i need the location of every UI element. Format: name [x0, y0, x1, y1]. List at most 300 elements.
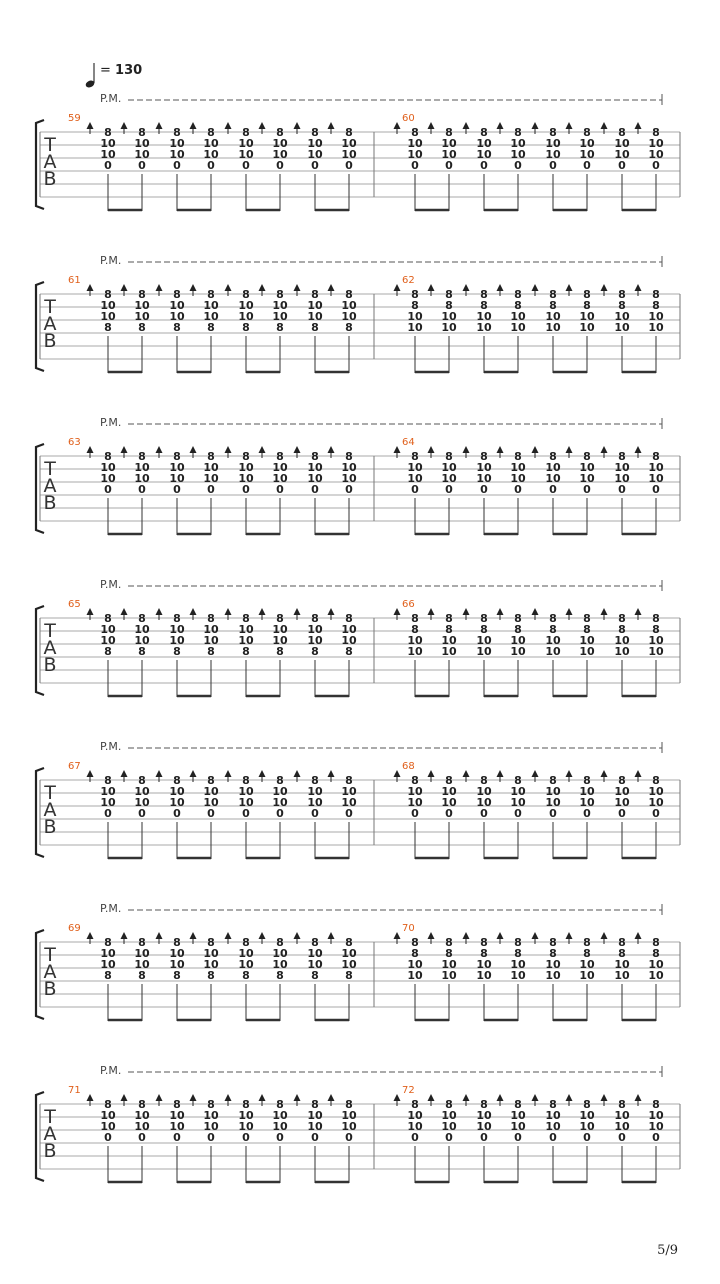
- fret-number: 10: [545, 634, 561, 647]
- fret-number: 10: [648, 785, 664, 798]
- fret-number: 10: [203, 1120, 219, 1133]
- fret-number: 10: [579, 796, 595, 809]
- upstroke-arrow-icon: [601, 1094, 608, 1101]
- fret-number: 8: [652, 126, 660, 139]
- fret-number: 8: [138, 321, 146, 334]
- fret-number: 10: [648, 1120, 664, 1133]
- upstroke-arrow-icon: [635, 770, 642, 777]
- upstroke-arrow-icon: [601, 284, 608, 291]
- fret-number: 0: [445, 483, 453, 496]
- fret-number: 10: [510, 310, 526, 323]
- measure-number: 64: [402, 437, 415, 448]
- tab-clef-letter: A: [43, 637, 57, 659]
- fret-number: 0: [276, 159, 284, 172]
- fret-number: 10: [169, 1120, 185, 1133]
- fret-number: 8: [345, 450, 353, 463]
- fret-number: 10: [441, 148, 457, 161]
- fret-number: 0: [480, 159, 488, 172]
- fret-number: 8: [311, 321, 319, 334]
- fret-number: 8: [411, 623, 419, 636]
- fret-number: 10: [510, 137, 526, 150]
- fret-number: 10: [510, 472, 526, 485]
- fret-number: 8: [618, 774, 626, 787]
- fret-number: 10: [341, 148, 357, 161]
- fret-number: 10: [100, 623, 116, 636]
- upstroke-arrow-icon: [497, 1094, 504, 1101]
- fret-number: 8: [411, 450, 419, 463]
- fret-number: 10: [614, 137, 630, 150]
- upstroke-arrow-icon: [87, 608, 94, 615]
- upstroke-arrow-icon: [225, 770, 232, 777]
- upstroke-arrow-icon: [328, 932, 335, 939]
- fret-number: 10: [169, 623, 185, 636]
- fret-number: 10: [341, 958, 357, 971]
- upstroke-arrow-icon: [121, 1094, 128, 1101]
- fret-number: 10: [169, 310, 185, 323]
- fret-number: 10: [307, 1120, 323, 1133]
- fret-number: 10: [169, 472, 185, 485]
- fret-number: 8: [411, 126, 419, 139]
- fret-number: 10: [614, 958, 630, 971]
- fret-number: 0: [138, 807, 146, 820]
- fret-number: 8: [480, 623, 488, 636]
- upstroke-arrow-icon: [121, 284, 128, 291]
- fret-number: 10: [545, 796, 561, 809]
- upstroke-arrow-icon: [225, 284, 232, 291]
- fret-number: 10: [238, 634, 254, 647]
- fret-number: 10: [134, 472, 150, 485]
- upstroke-arrow-icon: [294, 932, 301, 939]
- fret-number: 8: [207, 645, 215, 658]
- fret-number: 10: [407, 472, 423, 485]
- fret-number: 8: [583, 612, 591, 625]
- fret-number: 8: [138, 288, 146, 301]
- fret-number: 10: [510, 796, 526, 809]
- fret-number: 0: [345, 807, 353, 820]
- fret-number: 10: [134, 947, 150, 960]
- fret-number: 10: [134, 623, 150, 636]
- fret-number: 8: [104, 288, 112, 301]
- upstroke-arrow-icon: [463, 284, 470, 291]
- fret-number: 10: [614, 1109, 630, 1122]
- fret-number: 0: [276, 807, 284, 820]
- fret-number: 8: [549, 623, 557, 636]
- upstroke-arrow-icon: [532, 284, 539, 291]
- fret-number: 10: [648, 310, 664, 323]
- fret-number: 0: [311, 159, 319, 172]
- upstroke-arrow-icon: [121, 770, 128, 777]
- upstroke-arrow-icon: [294, 122, 301, 129]
- fret-number: 8: [549, 947, 557, 960]
- fret-number: 8: [345, 288, 353, 301]
- upstroke-arrow-icon: [190, 770, 197, 777]
- fret-number: 8: [652, 774, 660, 787]
- fret-number: 10: [441, 634, 457, 647]
- upstroke-arrow-icon: [635, 122, 642, 129]
- fret-number: 10: [614, 634, 630, 647]
- upstroke-arrow-icon: [601, 122, 608, 129]
- upstroke-arrow-icon: [635, 608, 642, 615]
- fret-number: 10: [272, 947, 288, 960]
- upstroke-arrow-icon: [190, 1094, 197, 1101]
- fret-number: 8: [242, 936, 250, 949]
- upstroke-arrow-icon: [428, 932, 435, 939]
- fret-number: 10: [100, 1109, 116, 1122]
- fret-number: 10: [272, 148, 288, 161]
- fret-number: 10: [407, 1109, 423, 1122]
- fret-number: 8: [311, 936, 319, 949]
- fret-number: 8: [173, 969, 181, 982]
- tempo-value: 130: [115, 63, 143, 78]
- fret-number: 10: [441, 645, 457, 658]
- fret-number: 8: [104, 450, 112, 463]
- fret-number: 10: [614, 1120, 630, 1133]
- fret-number: 8: [276, 1098, 284, 1111]
- upstroke-arrow-icon: [225, 446, 232, 453]
- fret-number: 8: [445, 947, 453, 960]
- fret-number: 10: [307, 785, 323, 798]
- fret-number: 10: [648, 472, 664, 485]
- upstroke-arrow-icon: [121, 608, 128, 615]
- upstroke-arrow-icon: [259, 1094, 266, 1101]
- fret-number: 0: [652, 483, 660, 496]
- upstroke-arrow-icon: [497, 608, 504, 615]
- fret-number: 10: [169, 958, 185, 971]
- fret-number: 10: [307, 958, 323, 971]
- fret-number: 8: [618, 299, 626, 312]
- fret-number: 8: [173, 288, 181, 301]
- upstroke-arrow-icon: [156, 122, 163, 129]
- fret-number: 10: [510, 461, 526, 474]
- fret-number: 8: [311, 774, 319, 787]
- fret-number: 0: [618, 483, 626, 496]
- fret-number: 0: [207, 807, 215, 820]
- upstroke-arrow-icon: [601, 608, 608, 615]
- fret-number: 8: [583, 947, 591, 960]
- fret-number: 10: [203, 623, 219, 636]
- fret-number: 10: [272, 634, 288, 647]
- tab-clef-letter: B: [43, 1140, 57, 1162]
- fret-number: 8: [207, 321, 215, 334]
- fret-number: 10: [100, 958, 116, 971]
- upstroke-arrow-icon: [601, 446, 608, 453]
- fret-number: 0: [207, 1131, 215, 1144]
- fret-number: 0: [652, 1131, 660, 1144]
- fret-number: 8: [549, 1098, 557, 1111]
- tab-clef-letter: B: [43, 978, 57, 1000]
- tab-clef-letter: T: [44, 296, 56, 318]
- fret-number: 8: [276, 969, 284, 982]
- fret-number: 8: [242, 969, 250, 982]
- fret-number: 10: [579, 148, 595, 161]
- fret-number: 10: [648, 321, 664, 334]
- fret-number: 8: [173, 936, 181, 949]
- fret-number: 8: [173, 126, 181, 139]
- fret-number: 8: [311, 1098, 319, 1111]
- fret-number: 10: [341, 785, 357, 798]
- fret-number: 10: [579, 472, 595, 485]
- upstroke-arrow-icon: [532, 122, 539, 129]
- fret-number: 10: [441, 310, 457, 323]
- fret-number: 10: [545, 1109, 561, 1122]
- upstroke-arrow-icon: [328, 122, 335, 129]
- fret-number: 0: [276, 483, 284, 496]
- fret-number: 10: [341, 623, 357, 636]
- fret-number: 10: [203, 472, 219, 485]
- fret-number: 10: [203, 299, 219, 312]
- fret-number: 10: [238, 299, 254, 312]
- measure-number: 60: [402, 113, 415, 124]
- fret-number: 8: [618, 1098, 626, 1111]
- fret-number: 8: [345, 969, 353, 982]
- fret-number: 10: [579, 645, 595, 658]
- tab-clef-letter: B: [43, 654, 57, 676]
- fret-number: 10: [272, 1109, 288, 1122]
- fret-number: 10: [341, 634, 357, 647]
- upstroke-arrow-icon: [394, 608, 401, 615]
- fret-number: 8: [652, 612, 660, 625]
- measure-number: 71: [68, 1085, 81, 1096]
- fret-number: 8: [345, 645, 353, 658]
- upstroke-arrow-icon: [294, 446, 301, 453]
- fret-number: 8: [549, 774, 557, 787]
- fret-number: 8: [411, 1098, 419, 1111]
- fret-number: 8: [242, 612, 250, 625]
- fret-number: 10: [134, 958, 150, 971]
- upstroke-arrow-icon: [156, 770, 163, 777]
- fret-number: 8: [311, 612, 319, 625]
- fret-number: 10: [100, 634, 116, 647]
- upstroke-arrow-icon: [156, 284, 163, 291]
- fret-number: 10: [579, 969, 595, 982]
- fret-number: 10: [476, 958, 492, 971]
- tempo-text: [100, 63, 142, 78]
- fret-number: 10: [272, 299, 288, 312]
- fret-number: 8: [480, 126, 488, 139]
- fret-number: 8: [549, 612, 557, 625]
- fret-number: 10: [614, 321, 630, 334]
- fret-number: 10: [476, 785, 492, 798]
- fret-number: 8: [104, 1098, 112, 1111]
- fret-number: 8: [445, 623, 453, 636]
- upstroke-arrow-icon: [566, 284, 573, 291]
- measure-number: 67: [68, 761, 81, 772]
- fret-number: 10: [545, 1120, 561, 1133]
- fret-number: 0: [411, 1131, 419, 1144]
- fret-number: 8: [652, 299, 660, 312]
- upstroke-arrow-icon: [635, 1094, 642, 1101]
- fret-number: 10: [238, 958, 254, 971]
- upstroke-arrow-icon: [566, 608, 573, 615]
- fret-number: 0: [583, 483, 591, 496]
- upstroke-arrow-icon: [156, 932, 163, 939]
- fret-number: 8: [173, 450, 181, 463]
- upstroke-arrow-icon: [156, 446, 163, 453]
- fret-number: 0: [138, 483, 146, 496]
- fret-number: 8: [138, 936, 146, 949]
- fret-number: 8: [242, 321, 250, 334]
- fret-number: 10: [100, 310, 116, 323]
- tab-system: [36, 740, 680, 859]
- fret-number: 10: [476, 969, 492, 982]
- fret-number: 10: [648, 148, 664, 161]
- fret-number: 8: [514, 299, 522, 312]
- upstroke-arrow-icon: [428, 446, 435, 453]
- fret-number: 8: [445, 126, 453, 139]
- fret-number: 8: [583, 774, 591, 787]
- fret-number: 10: [341, 1120, 357, 1133]
- upstroke-arrow-icon: [259, 770, 266, 777]
- measure-number: 69: [68, 923, 81, 934]
- fret-number: 8: [445, 936, 453, 949]
- fret-number: 10: [134, 310, 150, 323]
- upstroke-arrow-icon: [190, 932, 197, 939]
- fret-number: 8: [514, 450, 522, 463]
- fret-number: 0: [583, 159, 591, 172]
- fret-number: 8: [104, 321, 112, 334]
- fret-number: 8: [311, 126, 319, 139]
- fret-number: 0: [242, 1131, 250, 1144]
- upstroke-arrow-icon: [497, 446, 504, 453]
- fret-number: 8: [242, 288, 250, 301]
- fret-number: 8: [345, 1098, 353, 1111]
- fret-number: 10: [441, 472, 457, 485]
- fret-number: 8: [276, 450, 284, 463]
- fret-number: 10: [238, 947, 254, 960]
- fret-number: 0: [104, 1131, 112, 1144]
- upstroke-arrow-icon: [225, 1094, 232, 1101]
- fret-number: 0: [242, 159, 250, 172]
- upstroke-arrow-icon: [87, 446, 94, 453]
- fret-number: 8: [207, 126, 215, 139]
- fret-number: 8: [514, 774, 522, 787]
- fret-number: 8: [445, 288, 453, 301]
- fret-number: 10: [238, 796, 254, 809]
- fret-number: 8: [345, 936, 353, 949]
- fret-number: 0: [618, 159, 626, 172]
- fret-number: 10: [510, 958, 526, 971]
- fret-number: 10: [407, 645, 423, 658]
- fret-number: 8: [242, 645, 250, 658]
- fret-number: 10: [545, 461, 561, 474]
- fret-number: 8: [242, 1098, 250, 1111]
- upstroke-arrow-icon: [497, 932, 504, 939]
- fret-number: 10: [407, 310, 423, 323]
- fret-number: 10: [648, 969, 664, 982]
- fret-number: 10: [441, 137, 457, 150]
- fret-number: 10: [203, 796, 219, 809]
- fret-number: 10: [614, 461, 630, 474]
- fret-number: 10: [579, 137, 595, 150]
- upstroke-arrow-icon: [259, 446, 266, 453]
- upstroke-arrow-icon: [394, 122, 401, 129]
- fret-number: 8: [138, 1098, 146, 1111]
- fret-number: 8: [138, 612, 146, 625]
- page-number: 5/9: [657, 1243, 678, 1258]
- fret-number: 10: [169, 299, 185, 312]
- fret-number: 8: [618, 947, 626, 960]
- fret-number: 8: [276, 774, 284, 787]
- fret-number: 0: [311, 483, 319, 496]
- tab-clef-letter: T: [44, 782, 56, 804]
- fret-number: 0: [345, 159, 353, 172]
- upstroke-arrow-icon: [428, 1094, 435, 1101]
- palm-mute-label: P.M.: [100, 1064, 122, 1077]
- fret-number: 10: [272, 461, 288, 474]
- fret-number: 10: [169, 796, 185, 809]
- palm-mute-label: P.M.: [100, 92, 122, 105]
- fret-number: 8: [514, 1098, 522, 1111]
- fret-number: 10: [476, 137, 492, 150]
- tab-clef-letter: A: [43, 961, 57, 983]
- fret-number: 10: [341, 461, 357, 474]
- fret-number: 10: [272, 958, 288, 971]
- fret-number: 8: [311, 969, 319, 982]
- fret-number: 10: [441, 1109, 457, 1122]
- tab-system: [36, 254, 680, 373]
- upstroke-arrow-icon: [532, 770, 539, 777]
- fret-number: 8: [311, 288, 319, 301]
- fret-number: 8: [583, 288, 591, 301]
- fret-number: 10: [272, 137, 288, 150]
- fret-number: 8: [652, 288, 660, 301]
- tab-clef-letter: A: [43, 799, 57, 821]
- fret-number: 8: [549, 299, 557, 312]
- upstroke-arrow-icon: [428, 608, 435, 615]
- upstroke-arrow-icon: [87, 932, 94, 939]
- fret-number: 10: [441, 461, 457, 474]
- fret-number: 0: [514, 1131, 522, 1144]
- upstroke-arrow-icon: [225, 608, 232, 615]
- upstroke-arrow-icon: [566, 932, 573, 939]
- tab-clef-letter: B: [43, 492, 57, 514]
- tab-clef-letter: T: [44, 134, 56, 156]
- upstroke-arrow-icon: [463, 608, 470, 615]
- upstroke-arrow-icon: [463, 122, 470, 129]
- fret-number: 8: [207, 1098, 215, 1111]
- fret-number: 8: [618, 450, 626, 463]
- upstroke-arrow-icon: [497, 770, 504, 777]
- fret-number: 10: [545, 645, 561, 658]
- fret-number: 10: [341, 796, 357, 809]
- palm-mute-label: P.M.: [100, 740, 122, 753]
- fret-number: 0: [173, 1131, 181, 1144]
- fret-number: 0: [104, 159, 112, 172]
- upstroke-arrow-icon: [532, 446, 539, 453]
- fret-number: 0: [652, 807, 660, 820]
- fret-number: 8: [104, 645, 112, 658]
- fret-number: 8: [207, 288, 215, 301]
- fret-number: 10: [238, 461, 254, 474]
- fret-number: 8: [411, 299, 419, 312]
- fret-number: 10: [614, 796, 630, 809]
- fret-number: 0: [242, 483, 250, 496]
- tab-system: [36, 1064, 680, 1183]
- fret-number: 8: [207, 936, 215, 949]
- fret-number: 10: [579, 310, 595, 323]
- fret-number: 10: [476, 148, 492, 161]
- fret-number: 8: [242, 126, 250, 139]
- tab-clef-letter: B: [43, 168, 57, 190]
- fret-number: 8: [514, 947, 522, 960]
- fret-number: 10: [407, 137, 423, 150]
- fret-number: 0: [549, 807, 557, 820]
- fret-number: 10: [203, 148, 219, 161]
- upstroke-arrow-icon: [463, 446, 470, 453]
- fret-number: 0: [104, 483, 112, 496]
- fret-number: 8: [311, 450, 319, 463]
- palm-mute-label: P.M.: [100, 254, 122, 267]
